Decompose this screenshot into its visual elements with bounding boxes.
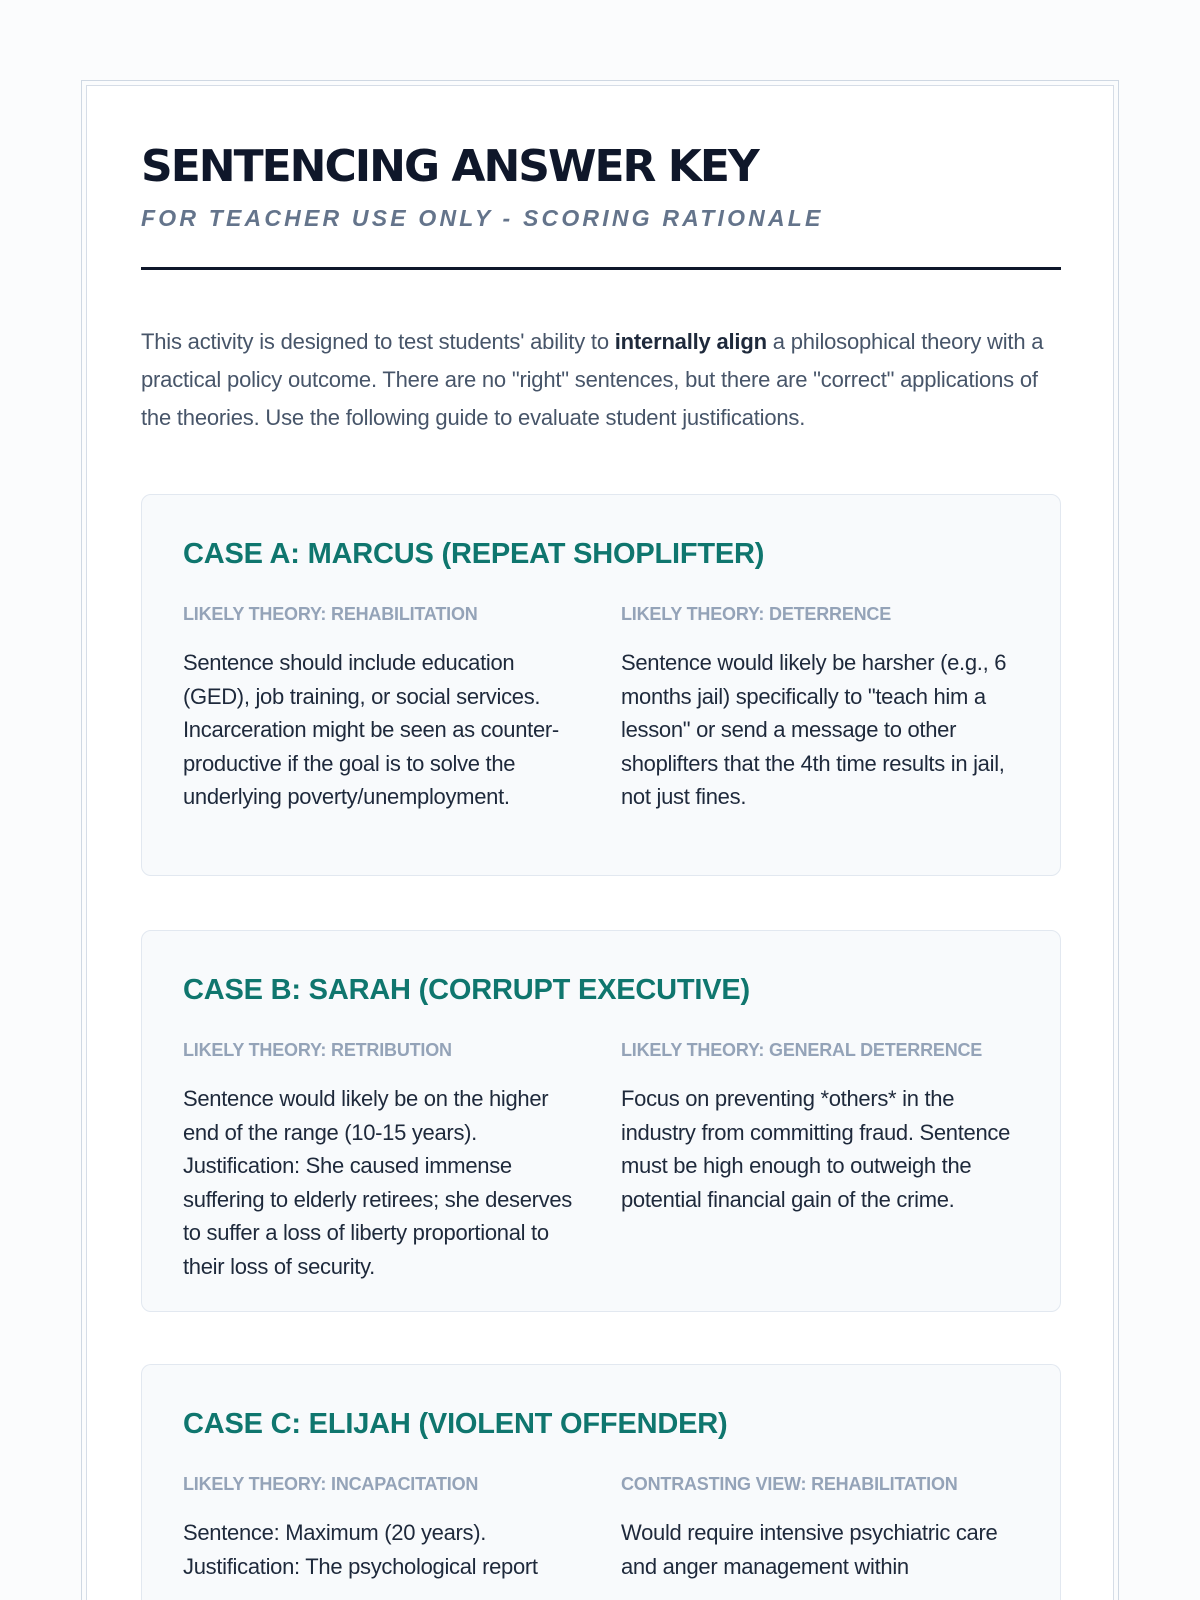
theory-label: LIKELY THEORY: RETRIBUTION [183, 1040, 452, 1060]
intro-paragraph [141, 323, 1061, 437]
title-divider [141, 267, 1061, 270]
case-theory-column [183, 1038, 583, 1283]
page-subtitle: FOR TEACHER USE ONLY - SCORING RATIONALE [141, 205, 824, 231]
case-theory-column [183, 602, 583, 814]
case-theory-column [621, 1038, 1021, 1216]
intro-text-start: This activity is designed to test students' ability to [141, 329, 615, 354]
theory-rationale: Focus on preventing *others* in the industry from committing fraud. Sentence must be high enough to outweigh the potential financial gain of the crime. [621, 1086, 1011, 1212]
case-card-c [141, 1364, 1061, 1600]
case-title: CASE C: ELIJAH (VIOLENT OFFENDER) [183, 1408, 728, 1440]
case-card-a [141, 494, 1061, 876]
case-title: CASE A: MARCUS (REPEAT SHOPLIFTER) [183, 538, 765, 570]
theory-label: LIKELY THEORY: GENERAL DETERRENCE [621, 1040, 983, 1060]
page-title: SENTENCING ANSWER KEY [141, 141, 758, 192]
theory-rationale: Sentence: Maximum (20 years). Justification: The psychological report [183, 1520, 538, 1579]
theory-label: LIKELY THEORY: INCAPACITATION [183, 1474, 479, 1494]
theory-label: CONTRASTING VIEW: REHABILITATION [621, 1474, 958, 1494]
case-card-b [141, 930, 1061, 1312]
theory-rationale: Would require intensive psychiatric care and anger management within [621, 1520, 998, 1579]
theory-label: LIKELY THEORY: DETERRENCE [621, 604, 892, 624]
theory-rationale: Sentence should include education (GED), job training, or social services. Incarceration might be seen as counter-productive if the goal is to solve the underlying poverty/unemployment. [183, 650, 559, 809]
case-theory-column [183, 1472, 583, 1583]
case-theory-column [621, 602, 1021, 814]
case-title: CASE B: SARAH (CORRUPT EXECUTIVE) [183, 974, 750, 1006]
case-theory-column [621, 1472, 1021, 1583]
intro-emphasis: internally align [614, 329, 767, 354]
theory-label: LIKELY THEORY: REHABILITATION [183, 604, 478, 624]
intro-text-end: a philosophical theory with a practical policy outcome. There are no "right" sentences, but there are "correct" applications of the theories. Use the following guide to evaluate student justifications. [141, 329, 1044, 430]
theory-rationale: Sentence would likely be harsher (e.g., 6 months jail) specifically to "teach him a lesson" or send a message to other shoplifters that the 4th time results in jail, not just fines. [621, 650, 1007, 809]
theory-rationale: Sentence would likely be on the higher end of the range (10-15 years). Justification: She caused immense suffering to elderly retirees; she deserves to suffer a loss of liberty proportional to their loss of security. [183, 1086, 573, 1279]
